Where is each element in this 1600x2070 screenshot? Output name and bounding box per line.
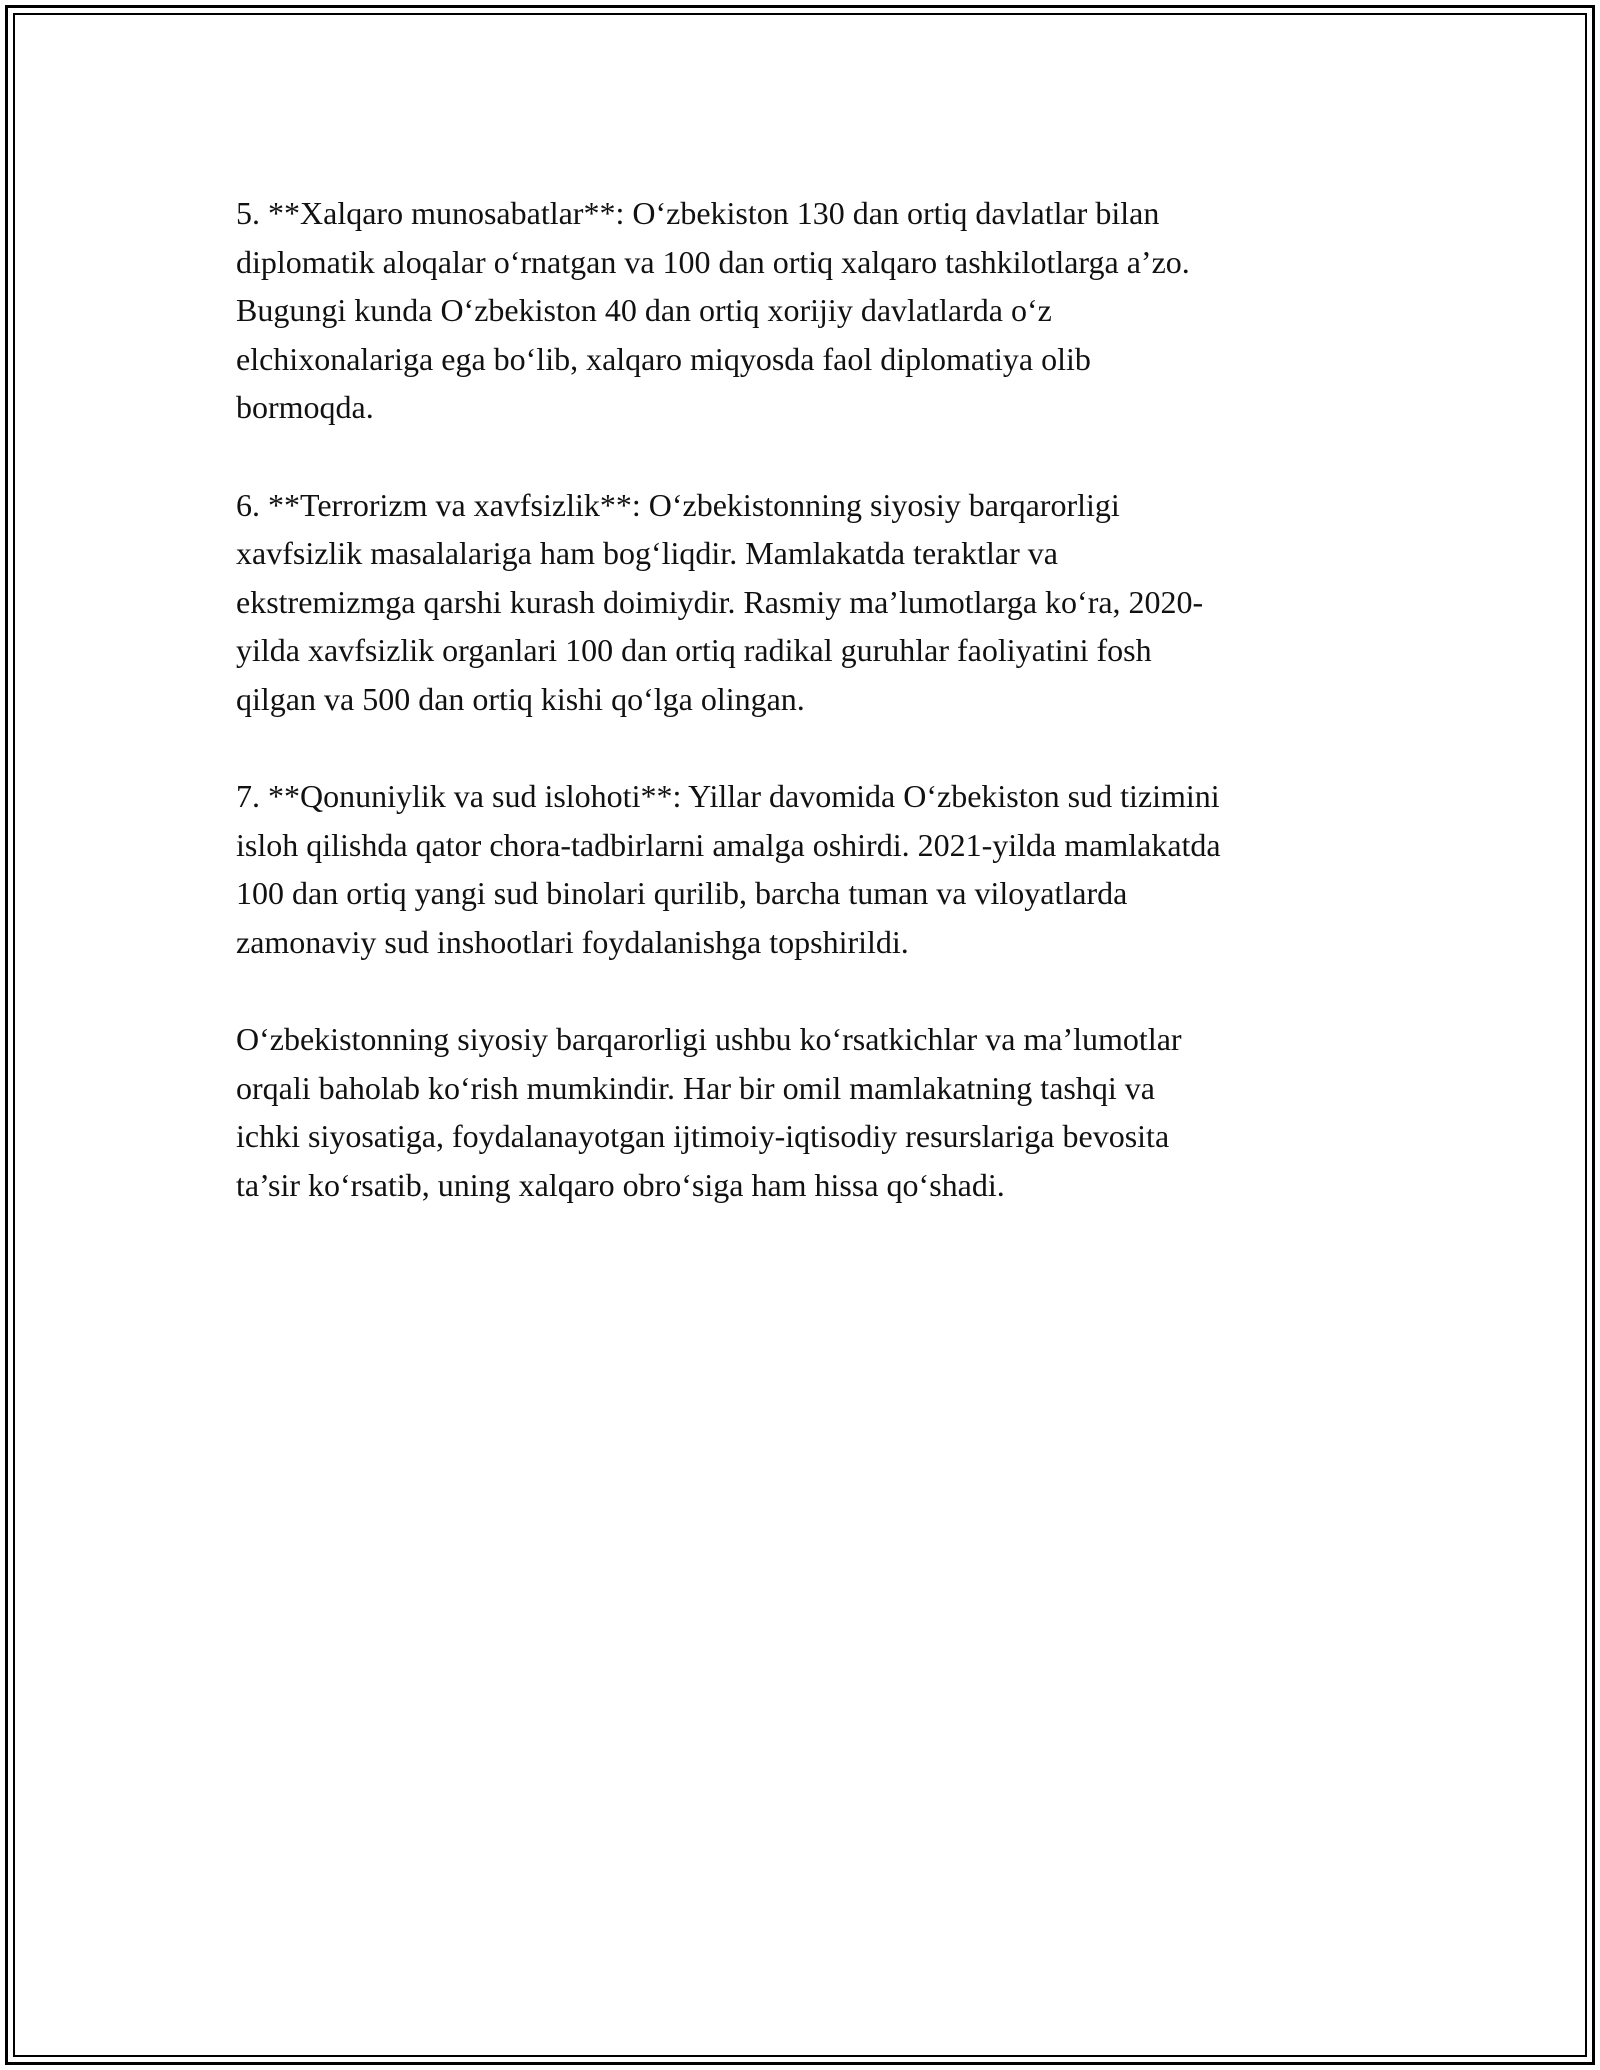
document-body [236,189,1386,1258]
paragraph-international-relations [236,189,1386,432]
text-line: qilgan va 500 dan ortiq kishi qo‘lga olingan. [236,680,805,717]
text-line: bormoqda. [236,389,374,426]
text-line: orqali baholab ko‘rish mumkindir. Har bir omil mamlakatning tashqi va [236,1069,1155,1106]
text-line: elchixonalariga ega bo‘lib, xalqaro miqyosda faol diplomatiya olib [236,340,1091,377]
paragraph-conclusion [236,1015,1386,1209]
text-line: 6. **Terrorizm va xavfsizlik**: O‘zbekistonning siyosiy barqarorligi [236,486,1120,523]
paragraph-judicial-reform [236,772,1386,966]
text-line: O‘zbekistonning siyosiy barqarorligi ushbu ko‘rsatkichlar va ma’lumotlar [236,1021,1182,1058]
text-line: 7. **Qonuniylik va sud islohoti**: Yillar davomida O‘zbekiston sud tizimini [236,778,1220,815]
text-line: ichki siyosatiga, foydalanayotgan ijtimoiy-iqtisodiy resurslariga bevosita [236,1118,1170,1155]
text-line: diplomatik aloqalar o‘rnatgan va 100 dan ortiq xalqaro tashkilotlarga a’zo. [236,243,1190,280]
text-line: zamonaviy sud inshootlari foydalanishga topshirildi. [236,923,909,960]
text-line: 100 dan ortiq yangi sud binolari qurilib, barcha tuman va viloyatlarda [236,875,1128,912]
text-line: yilda xavfsizlik organlari 100 dan ortiq radikal guruhlar faoliyatini fosh [236,632,1152,669]
text-line: xavfsizlik masalalariga ham bog‘liqdir. Mamlakatda teraktlar va [236,535,1058,572]
text-line: ekstremizmga qarshi kurash doimiydir. Rasmiy ma’lumotlarga ko‘ra, 2020- [236,583,1204,620]
text-line: 5. **Xalqaro munosabatlar**: O‘zbekiston 130 dan ortiq davlatlar bilan [236,195,1160,231]
text-line: Bugungi kunda O‘zbekiston 40 dan ortiq xorijiy davlatlarda o‘z [236,292,1052,329]
text-line: ta’sir ko‘rsatib, uning xalqaro obro‘siga ham hissa qo‘shadi. [236,1166,1005,1203]
paragraph-terrorism-security [236,481,1386,724]
text-line: isloh qilishda qator chora-tadbirlarni amalga oshirdi. 2021-yilda mamlakatda [236,826,1221,863]
